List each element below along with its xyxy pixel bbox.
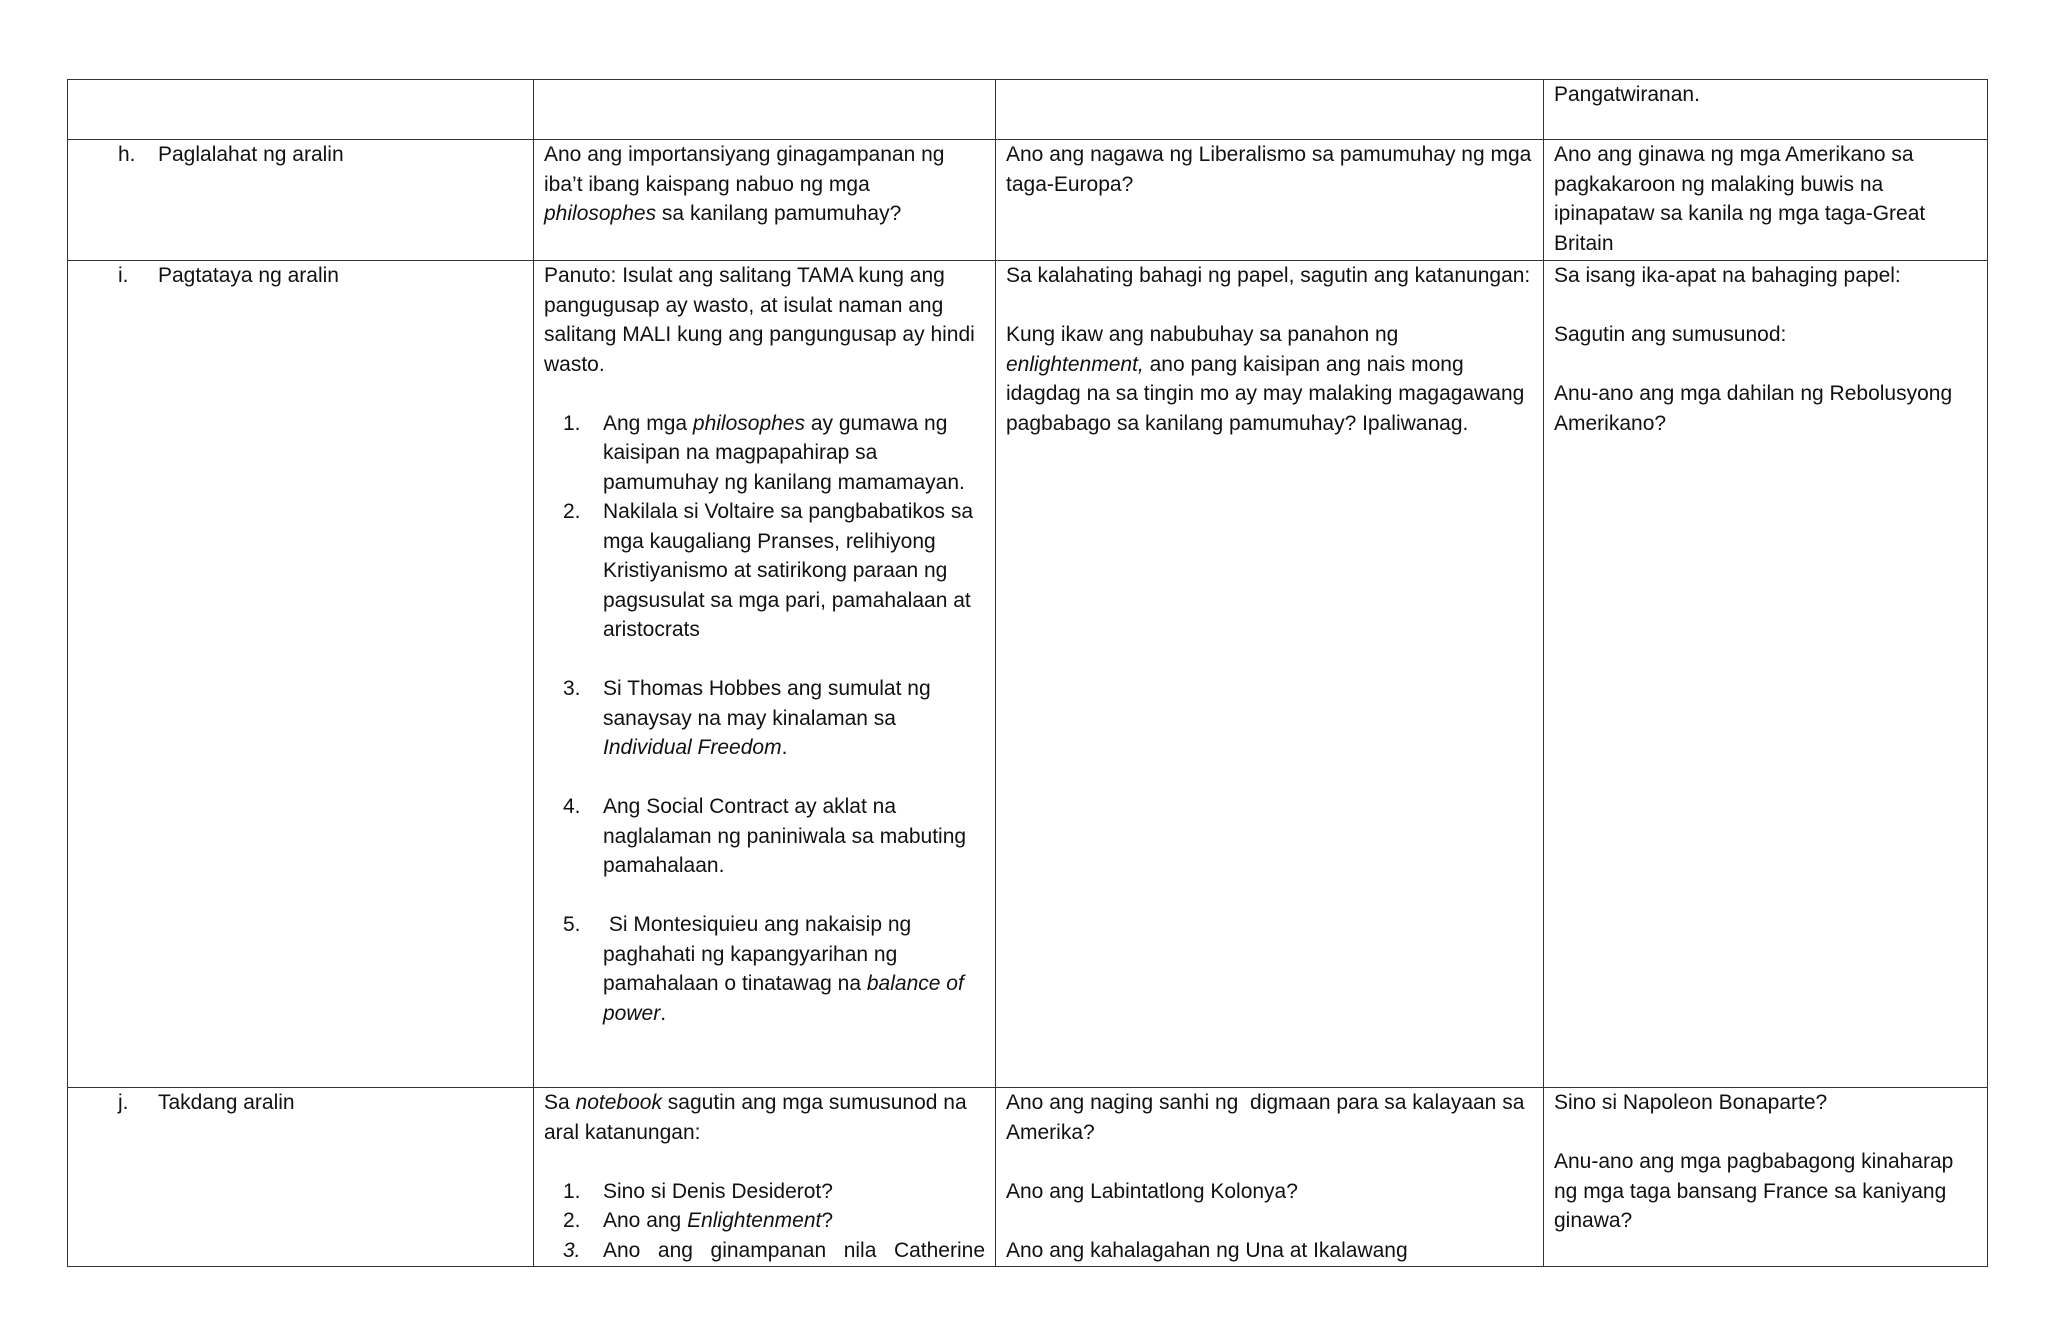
row-label-cell <box>68 1088 534 1267</box>
item-text: Ang Social Contract ay aklat na naglalaman ng paniniwala sa mabuting pamahalaan. <box>603 795 967 877</box>
row-label-cell <box>68 140 534 261</box>
cell-c2 <box>534 1088 996 1267</box>
cell-text: Anu-ano ang mga dahilan ng Rebolusyong Amerikano? <box>1554 382 1957 435</box>
lesson-plan-table <box>67 79 1988 1267</box>
cell-c4 <box>1544 140 1988 261</box>
row-label <box>78 1088 523 1118</box>
cell-text: Sagutin ang sumusunod: <box>1554 323 1787 346</box>
text-run: Ano ang importansiyang ginagampanan ng iba’t ibang kaispang nabuo ng mga <box>544 143 951 196</box>
cell-text: Sa isang ika-apat na bahaging papel: <box>1554 264 1901 287</box>
cell-text: Sa notebook sagutin ang mga sumusunod na aral katanungan: <box>544 1091 973 1144</box>
item-number: 2. <box>563 1209 581 1232</box>
table-row-pagtataya <box>68 261 1988 1088</box>
cell-text: Ano ang nagawa ng Liberalismo sa pamumuhay ng mga taga-Europa? <box>1006 143 1538 196</box>
cell-empty <box>534 80 996 140</box>
table-row-paglalahat <box>68 140 1988 261</box>
list-item <box>544 1236 985 1266</box>
item-number: 5. <box>563 913 581 936</box>
cell-c2 <box>534 261 996 1088</box>
item-number: 3. <box>563 1238 581 1262</box>
row-label-cell <box>68 261 534 1088</box>
cell-c3 <box>996 1088 1544 1267</box>
row-label <box>78 261 523 291</box>
item-number: 1. <box>563 1179 581 1203</box>
spacer <box>544 763 985 793</box>
cell-text: Kung ikaw ang nabubuhay sa panahon ng enlightenment, ano pang kaisipan ang nais mong idagdag na sa tingin mo ay may malaking magagawang pagbabago sa kanilang pamumuhay? Ipaliwanag. <box>1006 323 1531 435</box>
list-item <box>544 674 985 763</box>
spacer <box>1554 1118 1977 1148</box>
spacer <box>1554 291 1977 321</box>
item-text: Ano ang Enlightenment? <box>603 1209 834 1232</box>
cell-text: Ano ang naging sanhi ng digmaan para sa kalayaan sa Amerika? <box>1006 1091 1530 1144</box>
item-number: 4. <box>563 795 581 818</box>
row-letter: h. <box>118 143 136 166</box>
item-text: Ang mga philosophes ay gumawa ng kaisipan na magpapahirap sa pamumuhay ng kanilang mamamayan. <box>603 411 965 494</box>
list-item <box>544 409 985 498</box>
item-number: 1. <box>563 411 581 435</box>
item-text: Ano ang ginampanan nila Catherine <box>603 1238 985 1262</box>
item-text: Si Montesiquieu ang nakaisip ng paghahati ng kapangyarihan ng pamahalaan o tinatawag na balance of power. <box>603 913 970 1025</box>
item-number: 2. <box>563 500 581 523</box>
quiz-list <box>544 409 985 1029</box>
item-text: Nakilala si Voltaire sa pangbabatikos sa mga kaugaliang Pranses, relihiyong Kristiyanismo at satirikong paraan ng pagsusulat sa mga pari, pamahalaan at aristocrats <box>603 500 974 641</box>
row-letter: j. <box>118 1091 129 1114</box>
item-number: 3. <box>563 677 581 700</box>
cell-text: Sa kalahating bahagi ng papel, sagutin ang katanungan: <box>1006 264 1531 287</box>
cell-c3 <box>996 140 1544 261</box>
list-item <box>544 497 985 645</box>
cell-text: Sino si Napoleon Bonaparte? <box>1554 1091 1828 1114</box>
table-row-takdang-aralin <box>68 1088 1988 1267</box>
row-label <box>78 140 523 170</box>
cell-text: Ano ang Labintatlong Kolonya? <box>1006 1179 1298 1203</box>
list-item <box>544 792 985 881</box>
cell-empty <box>996 80 1544 140</box>
cell-c3 <box>996 261 1544 1088</box>
list-item <box>544 910 985 1028</box>
item-text: Si Thomas Hobbes ang sumulat ng sanaysay na may kinalaman sa Individual Freedom. <box>603 677 931 759</box>
item-text: Sino si Denis Desiderot? <box>603 1179 833 1203</box>
cell-c4 <box>1544 261 1988 1088</box>
row-label-text: Paglalahat ng aralin <box>158 143 344 166</box>
spacer <box>1006 1147 1533 1177</box>
row-letter: i. <box>118 264 129 287</box>
list-item <box>544 1206 985 1236</box>
cell-empty <box>68 80 534 140</box>
cell-text: Ano ang ginawa ng mga Amerikano sa pagkakaroon ng malaking buwis na ipinapataw sa kanila ng mga taga-Great Britain <box>1554 143 1932 255</box>
spacer <box>544 645 985 675</box>
cell-c2 <box>534 140 996 261</box>
spacer <box>1554 350 1977 380</box>
list-item <box>544 1177 985 1207</box>
instructions: Panuto: Isulat ang salitang TAMA kung ang pangugusap ay wasto, at isulat naman ang salitang MALI kung ang pangungusap ay hindi wasto. <box>544 264 981 376</box>
cell-text: Pangatwiranan. <box>1554 83 1700 106</box>
text-run: sa kanilang pamumuhay? <box>656 202 902 225</box>
cell-text: Anu-ano ang mga pagbabagong kinaharap ng mga taga bansang France sa kaniyang ginawa? <box>1554 1150 1960 1232</box>
spacer <box>544 881 985 911</box>
cell-text: Ano ang kahalagahan ng Una at Ikalawang <box>1006 1238 1408 1262</box>
table-row-continuation <box>68 80 1988 140</box>
row-label-text: Takdang aralin <box>158 1091 295 1114</box>
italic-run: philosophes <box>544 202 657 225</box>
spacer <box>1006 1206 1533 1236</box>
spacer <box>1006 291 1533 321</box>
row-label-text: Pagtataya ng aralin <box>158 264 339 287</box>
assignment-list <box>544 1177 985 1266</box>
cell-text <box>544 140 985 229</box>
cell-c4 <box>1544 80 1988 140</box>
cell-c4 <box>1544 1088 1988 1267</box>
